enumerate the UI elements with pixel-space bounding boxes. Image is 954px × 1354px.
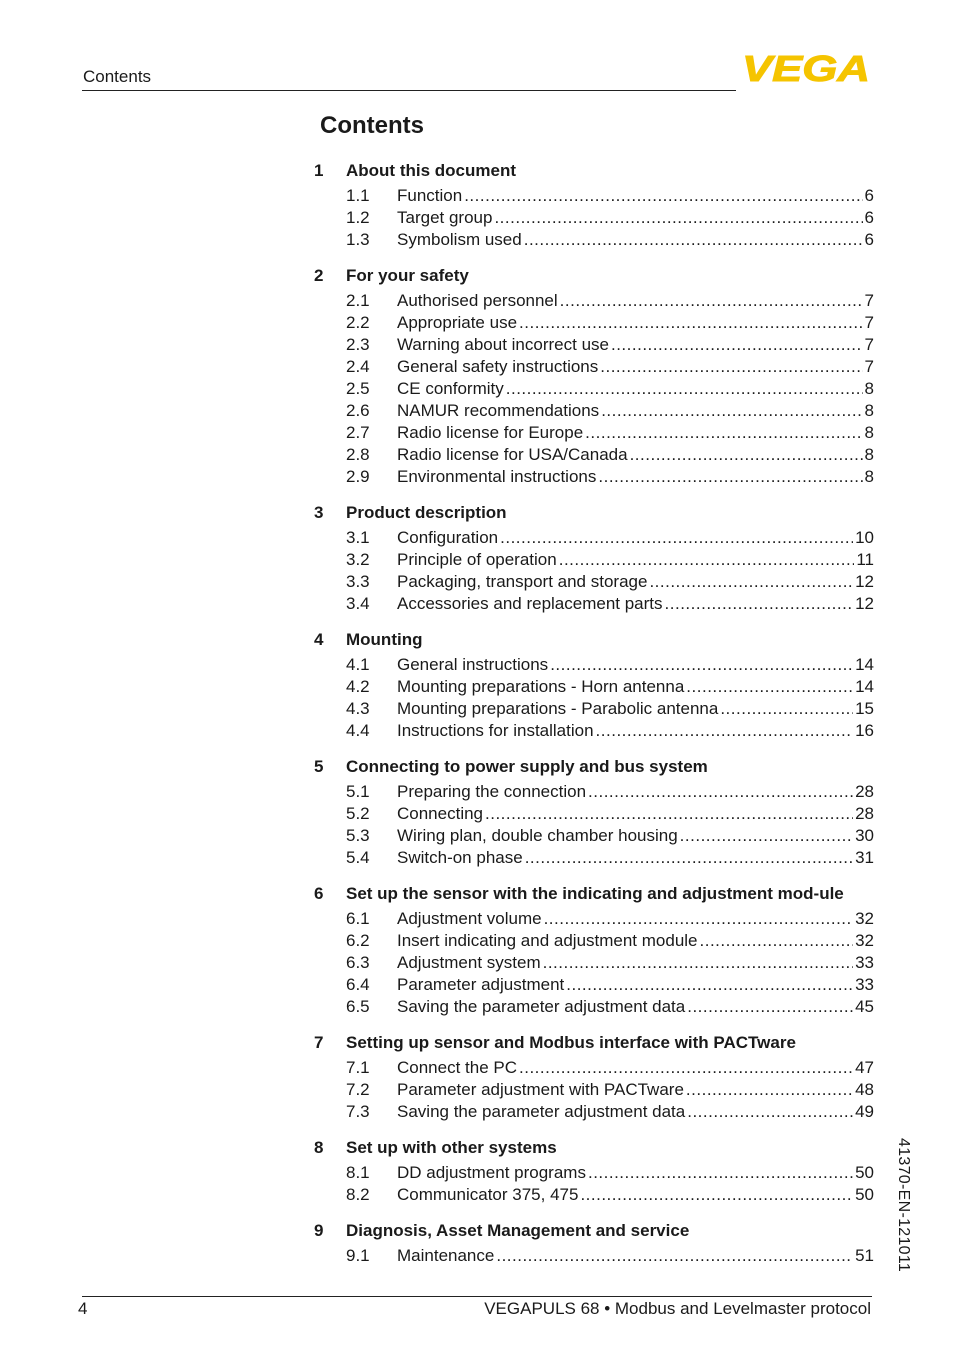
entry-title: Insert indicating and adjustment module bbox=[397, 931, 698, 950]
entry-title: Adjustment volume bbox=[397, 909, 542, 928]
toc-entry[interactable] bbox=[314, 466, 874, 488]
entry-number: 2.8 bbox=[346, 445, 370, 464]
dot-leader bbox=[543, 952, 853, 974]
toc-section-heading[interactable] bbox=[314, 502, 874, 524]
toc-section-heading[interactable] bbox=[314, 265, 874, 287]
dot-leader bbox=[665, 593, 854, 615]
entry-page-number: 7 bbox=[864, 291, 874, 310]
entry-number: 2.3 bbox=[346, 335, 370, 354]
toc-entry[interactable] bbox=[314, 422, 874, 444]
header-section-label: Contents bbox=[83, 67, 152, 86]
entry-title: Configuration bbox=[397, 528, 499, 547]
toc-entry[interactable] bbox=[314, 400, 874, 422]
entry-page-number: 28 bbox=[855, 782, 874, 801]
toc-entry[interactable] bbox=[314, 229, 874, 251]
entry-title: General instructions bbox=[397, 655, 549, 674]
entry-page-number: 33 bbox=[855, 975, 874, 994]
dot-leader bbox=[585, 422, 862, 444]
toc-entry[interactable] bbox=[314, 781, 874, 803]
toc-entry[interactable] bbox=[314, 549, 874, 571]
entry-title: Target group bbox=[397, 208, 493, 227]
entry-page-number: 32 bbox=[855, 909, 874, 928]
table-of-contents bbox=[314, 160, 874, 1281]
dot-leader bbox=[596, 720, 854, 742]
dot-leader bbox=[496, 1245, 853, 1267]
toc-entry[interactable] bbox=[314, 207, 874, 229]
entry-page-number: 14 bbox=[855, 655, 874, 674]
entry-title: Symbolism used bbox=[397, 230, 522, 249]
entry-number: 4.3 bbox=[346, 699, 370, 718]
toc-entry[interactable] bbox=[314, 952, 874, 974]
section-number: 2 bbox=[314, 266, 324, 285]
entry-number: 8.2 bbox=[346, 1185, 370, 1204]
toc-section-heading[interactable] bbox=[314, 160, 874, 182]
section-title: Mounting bbox=[346, 630, 423, 649]
entry-page-number: 12 bbox=[855, 594, 874, 613]
toc-entry[interactable] bbox=[314, 974, 874, 996]
entry-page-number: 49 bbox=[855, 1102, 874, 1121]
toc-section-heading[interactable] bbox=[314, 1137, 874, 1159]
entry-number: 5.4 bbox=[346, 848, 370, 867]
entry-title: Saving the parameter adjustment data bbox=[397, 1102, 686, 1121]
entry-page-number: 8 bbox=[864, 401, 874, 420]
entry-number: 2.4 bbox=[346, 357, 370, 376]
page-title: Contents bbox=[320, 112, 424, 139]
entry-title: Function bbox=[397, 186, 463, 205]
entry-number: 1.2 bbox=[346, 208, 370, 227]
dot-leader bbox=[559, 549, 855, 571]
dot-leader bbox=[566, 974, 853, 996]
dot-leader bbox=[600, 356, 862, 378]
footer-rule bbox=[82, 1296, 872, 1297]
entry-page-number: 7 bbox=[864, 335, 874, 354]
entry-number: 8.1 bbox=[346, 1163, 370, 1182]
entry-title: NAMUR recommendations bbox=[397, 401, 600, 420]
dot-leader bbox=[544, 908, 854, 930]
section-number: 4 bbox=[314, 630, 324, 649]
entry-page-number: 8 bbox=[864, 379, 874, 398]
entry-page-number: 30 bbox=[855, 826, 874, 845]
toc-entry[interactable] bbox=[314, 290, 874, 312]
entry-page-number: 8 bbox=[864, 423, 874, 442]
toc-section-heading[interactable] bbox=[314, 629, 874, 651]
toc-entry[interactable] bbox=[314, 1079, 874, 1101]
toc-entry[interactable] bbox=[314, 1101, 874, 1123]
entry-title: Warning about incorrect use bbox=[397, 335, 609, 354]
toc-section-heading[interactable] bbox=[314, 1220, 874, 1242]
entry-page-number: 48 bbox=[855, 1080, 874, 1099]
entry-title: Connect the PC bbox=[397, 1058, 518, 1077]
entry-number: 5.2 bbox=[346, 804, 370, 823]
dot-leader bbox=[464, 185, 862, 207]
dot-leader bbox=[700, 930, 854, 952]
entry-title: Appropriate use bbox=[397, 313, 518, 332]
entry-page-number: 14 bbox=[855, 677, 874, 696]
entry-page-number: 11 bbox=[856, 550, 874, 569]
entry-number: 6.5 bbox=[346, 997, 370, 1016]
entry-page-number: 33 bbox=[855, 953, 874, 972]
entry-page-number: 10 bbox=[855, 528, 874, 547]
section-number: 3 bbox=[314, 503, 324, 522]
entry-page-number: 6 bbox=[864, 230, 874, 249]
entry-number: 6.2 bbox=[346, 931, 370, 950]
entry-number: 2.5 bbox=[346, 379, 370, 398]
toc-section bbox=[314, 629, 874, 742]
dot-leader bbox=[687, 1101, 853, 1123]
entry-number: 5.1 bbox=[346, 782, 370, 801]
toc-entry[interactable] bbox=[314, 1184, 874, 1206]
toc-entry[interactable] bbox=[314, 1162, 874, 1184]
section-title: Connecting to power supply and bus system bbox=[346, 757, 708, 776]
entry-title: Preparing the connection bbox=[397, 782, 587, 801]
toc-section bbox=[314, 756, 874, 869]
entry-title: Packaging, transport and storage bbox=[397, 572, 648, 591]
toc-entry[interactable] bbox=[314, 825, 874, 847]
toc-entry[interactable] bbox=[314, 676, 874, 698]
entry-title: Mounting preparations - Horn antenna bbox=[397, 677, 685, 696]
footer-page-number: 4 bbox=[78, 1299, 88, 1318]
entry-page-number: 32 bbox=[855, 931, 874, 950]
toc-entry[interactable] bbox=[314, 527, 874, 549]
entry-page-number: 7 bbox=[864, 357, 874, 376]
toc-entry[interactable] bbox=[314, 654, 874, 676]
entry-page-number: 7 bbox=[864, 313, 874, 332]
entry-page-number: 16 bbox=[855, 721, 874, 740]
entry-page-number: 31 bbox=[855, 848, 874, 867]
dot-leader bbox=[630, 444, 863, 466]
section-title: For your safety bbox=[346, 266, 469, 285]
toc-section-heading[interactable] bbox=[314, 883, 874, 905]
dot-leader bbox=[720, 698, 853, 720]
toc-entry[interactable] bbox=[314, 803, 874, 825]
section-number: 9 bbox=[314, 1221, 324, 1240]
entry-page-number: 6 bbox=[864, 186, 874, 205]
entry-title: Switch-on phase bbox=[397, 848, 523, 867]
toc-section-heading[interactable] bbox=[314, 1032, 874, 1054]
entry-title: Parameter adjustment with PACTware bbox=[397, 1080, 684, 1099]
entry-number: 4.4 bbox=[346, 721, 370, 740]
entry-page-number: 8 bbox=[864, 445, 874, 464]
dot-leader bbox=[519, 1057, 853, 1079]
entry-page-number: 50 bbox=[855, 1185, 874, 1204]
toc-entry[interactable] bbox=[314, 185, 874, 207]
entry-title: Adjustment system bbox=[397, 953, 541, 972]
entry-page-number: 12 bbox=[855, 572, 874, 591]
section-number: 1 bbox=[314, 161, 324, 180]
toc-entry[interactable] bbox=[314, 930, 874, 952]
dot-leader bbox=[680, 825, 853, 847]
section-number: 5 bbox=[314, 757, 324, 776]
toc-section bbox=[314, 1137, 874, 1206]
section-title: About this document bbox=[346, 161, 516, 180]
entry-title: Wiring plan, double chamber housing bbox=[397, 826, 678, 845]
entry-title: Authorised personnel bbox=[397, 291, 558, 310]
toc-entry[interactable] bbox=[314, 378, 874, 400]
entry-title: Maintenance bbox=[397, 1246, 495, 1265]
entry-number: 4.2 bbox=[346, 677, 370, 696]
entry-title: Connecting bbox=[397, 804, 484, 823]
toc-section bbox=[314, 265, 874, 488]
toc-entry[interactable] bbox=[314, 334, 874, 356]
toc-entry[interactable] bbox=[314, 720, 874, 742]
dot-leader bbox=[588, 781, 853, 803]
entry-number: 3.4 bbox=[346, 594, 370, 613]
entry-title: Saving the parameter adjustment data bbox=[397, 997, 686, 1016]
dot-leader bbox=[601, 400, 862, 422]
entry-title: CE conformity bbox=[397, 379, 504, 398]
toc-entry[interactable] bbox=[314, 593, 874, 615]
section-title: Set up with other systems bbox=[346, 1138, 557, 1157]
toc-entry[interactable] bbox=[314, 356, 874, 378]
entry-number: 4.1 bbox=[346, 655, 370, 674]
section-number: 8 bbox=[314, 1138, 324, 1157]
dot-leader bbox=[524, 229, 863, 251]
toc-section-heading[interactable] bbox=[314, 756, 874, 778]
section-number: 6 bbox=[314, 884, 324, 903]
dot-leader bbox=[560, 290, 863, 312]
entry-page-number: 28 bbox=[855, 804, 874, 823]
entry-title: Accessories and replacement parts bbox=[397, 594, 663, 613]
document-code: 41370-EN-121011 bbox=[895, 1138, 912, 1273]
toc-entry[interactable] bbox=[314, 312, 874, 334]
entry-number: 1.1 bbox=[346, 186, 370, 205]
entry-title: Communicator 375, 475 bbox=[397, 1185, 579, 1204]
entry-title: Radio license for Europe bbox=[397, 423, 584, 442]
toc-entry[interactable] bbox=[314, 908, 874, 930]
entry-number: 6.1 bbox=[346, 909, 370, 928]
entry-number: 7.2 bbox=[346, 1080, 370, 1099]
dot-leader bbox=[686, 676, 853, 698]
dot-leader bbox=[611, 334, 863, 356]
entry-title: General safety instructions bbox=[397, 357, 599, 376]
toc-section bbox=[314, 160, 874, 251]
dot-leader bbox=[550, 654, 853, 676]
dot-leader bbox=[649, 571, 853, 593]
toc-entry[interactable] bbox=[314, 571, 874, 593]
dot-leader bbox=[500, 527, 853, 549]
entry-number: 6.4 bbox=[346, 975, 370, 994]
entry-number: 3.1 bbox=[346, 528, 370, 547]
entry-title: Principle of operation bbox=[397, 550, 557, 569]
dot-leader bbox=[598, 466, 862, 488]
entry-page-number: 47 bbox=[855, 1058, 874, 1077]
entry-page-number: 50 bbox=[855, 1163, 874, 1182]
entry-title: Parameter adjustment bbox=[397, 975, 565, 994]
entry-number: 2.7 bbox=[346, 423, 370, 442]
dot-leader bbox=[588, 1162, 853, 1184]
entry-number: 2.6 bbox=[346, 401, 370, 420]
entry-number: 5.3 bbox=[346, 826, 370, 845]
entry-number: 9.1 bbox=[346, 1246, 370, 1265]
toc-entry[interactable] bbox=[314, 698, 874, 720]
entry-number: 2.1 bbox=[346, 291, 370, 310]
toc-section bbox=[314, 502, 874, 615]
entry-title: DD adjustment programs bbox=[397, 1163, 586, 1182]
header-rule bbox=[82, 90, 736, 91]
entry-number: 2.2 bbox=[346, 313, 370, 332]
toc-entry[interactable] bbox=[314, 1245, 874, 1267]
dot-leader bbox=[686, 1079, 853, 1101]
section-title: Diagnosis, Asset Management and service bbox=[346, 1221, 690, 1240]
entry-number: 1.3 bbox=[346, 230, 370, 249]
dot-leader bbox=[519, 312, 863, 334]
entry-title: Environmental instructions bbox=[397, 467, 597, 486]
dot-leader bbox=[580, 1184, 853, 1206]
entry-page-number: 8 bbox=[864, 467, 874, 486]
section-number: 7 bbox=[314, 1033, 324, 1052]
toc-entry[interactable] bbox=[314, 444, 874, 466]
footer-document-title: VEGAPULS 68 • Modbus and Levelmaster protocol bbox=[484, 1299, 871, 1318]
entry-number: 6.3 bbox=[346, 953, 370, 972]
entry-page-number: 6 bbox=[864, 208, 874, 227]
section-title: Setting up sensor and Modbus interface with PACTware bbox=[346, 1033, 796, 1052]
toc-entry[interactable] bbox=[314, 847, 874, 869]
toc-section bbox=[314, 883, 874, 1018]
dot-leader bbox=[485, 803, 853, 825]
dot-leader bbox=[494, 207, 862, 229]
section-title: Product description bbox=[346, 503, 507, 522]
toc-entry[interactable] bbox=[314, 996, 874, 1018]
entry-page-number: 45 bbox=[855, 997, 874, 1016]
section-title: Set up the sensor with the indicating and adjustment mod-ule bbox=[346, 884, 844, 903]
toc-section bbox=[314, 1220, 874, 1267]
toc-section bbox=[314, 1032, 874, 1123]
entry-title: Radio license for USA/Canada bbox=[397, 445, 628, 464]
svg-text:VEGA: VEGA bbox=[742, 52, 870, 84]
entry-page-number: 51 bbox=[855, 1246, 874, 1265]
vega-logo bbox=[742, 52, 872, 84]
entry-number: 7.3 bbox=[346, 1102, 370, 1121]
entry-number: 3.3 bbox=[346, 572, 370, 591]
entry-title: Instructions for installation bbox=[397, 721, 594, 740]
entry-number: 7.1 bbox=[346, 1058, 370, 1077]
entry-page-number: 15 bbox=[855, 699, 874, 718]
dot-leader bbox=[525, 847, 853, 869]
entry-number: 2.9 bbox=[346, 467, 370, 486]
entry-number: 3.2 bbox=[346, 550, 370, 569]
toc-entry[interactable] bbox=[314, 1057, 874, 1079]
entry-title: Mounting preparations - Parabolic antenna bbox=[397, 699, 719, 718]
dot-leader bbox=[687, 996, 853, 1018]
dot-leader bbox=[506, 378, 863, 400]
